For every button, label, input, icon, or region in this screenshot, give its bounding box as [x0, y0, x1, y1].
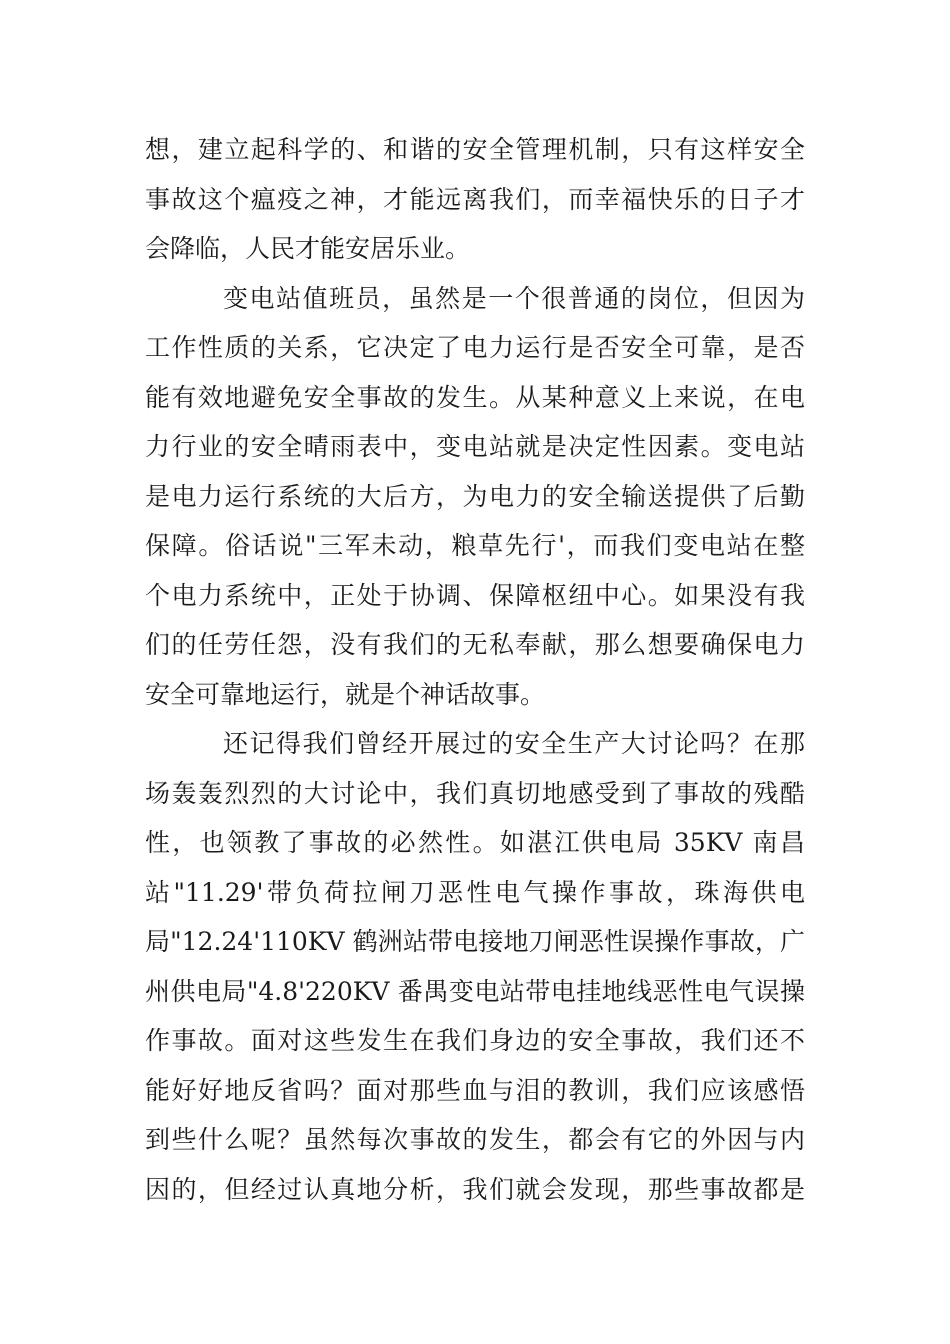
text-line: 想，建立起科学的、和谐的安全管理机制，只有这样安全: [145, 135, 805, 164]
text-line: 变电站值班员，虽然是一个很普通的岗位，但因为: [223, 283, 805, 313]
body-text: [145, 125, 805, 1214]
text-line: 局"12.24'110KV 鹤洲站带电接地刀闸恶性误操作事故，广: [145, 927, 805, 956]
text-line: 能有效地避免安全事故的发生。从某种意义上来说，在电: [145, 382, 805, 412]
text-line: 作事故。面对这些发生在我们身边的安全事故，我们还不: [145, 1026, 805, 1055]
text-line: 保障。俗话说"三军未动，粮草先行'，而我们变电站在整: [145, 531, 805, 560]
text-line: 因的，但经过认真地分析，我们就会发现，那些事故都是: [145, 1174, 805, 1204]
text-line: 个电力系统中，正处于协调、保障枢纽中心。如果没有我: [145, 580, 805, 610]
text-line: 场轰轰烈烈的大讨论中，我们真切地感受到了事故的残酷: [145, 778, 805, 808]
text-line: 是电力运行系统的大后方，为电力的安全输送提供了后勤: [145, 481, 805, 511]
text-line: 州供电局"4.8'220KV 番禺变电站带电挂地线恶性电气误操: [145, 976, 805, 1006]
text-line: 安全可靠地运行，就是个神话故事。: [145, 679, 546, 709]
text-line: 们的任劳任怨，没有我们的无私奉献，那么想要确保电力: [145, 630, 805, 659]
text-line: 性，也领教了事故的必然性。如湛江供电局 35KV 南昌: [145, 828, 805, 857]
text-line: 事故这个瘟疫之神，才能远离我们，而幸福快乐的日子才: [145, 184, 805, 214]
text-line: 能好好地反省吗？面对那些血与泪的教训，我们应该感悟: [145, 1075, 805, 1105]
text-line: 还记得我们曾经开展过的安全生产大讨论吗？在那: [223, 729, 805, 758]
text-line: 力行业的安全晴雨表中，变电站就是决定性因素。变电站: [145, 432, 805, 461]
text-line: 工作性质的关系，它决定了电力运行是否安全可靠，是否: [145, 333, 805, 362]
text-line: 到些什么呢？虽然每次事故的发生，都会有它的外因与内: [145, 1125, 805, 1154]
text-line: 会降临，人民才能安居乐业。: [145, 234, 471, 263]
text-line: 站"11.29'带负荷拉闸刀恶性电气操作事故，珠海供电: [145, 877, 805, 907]
